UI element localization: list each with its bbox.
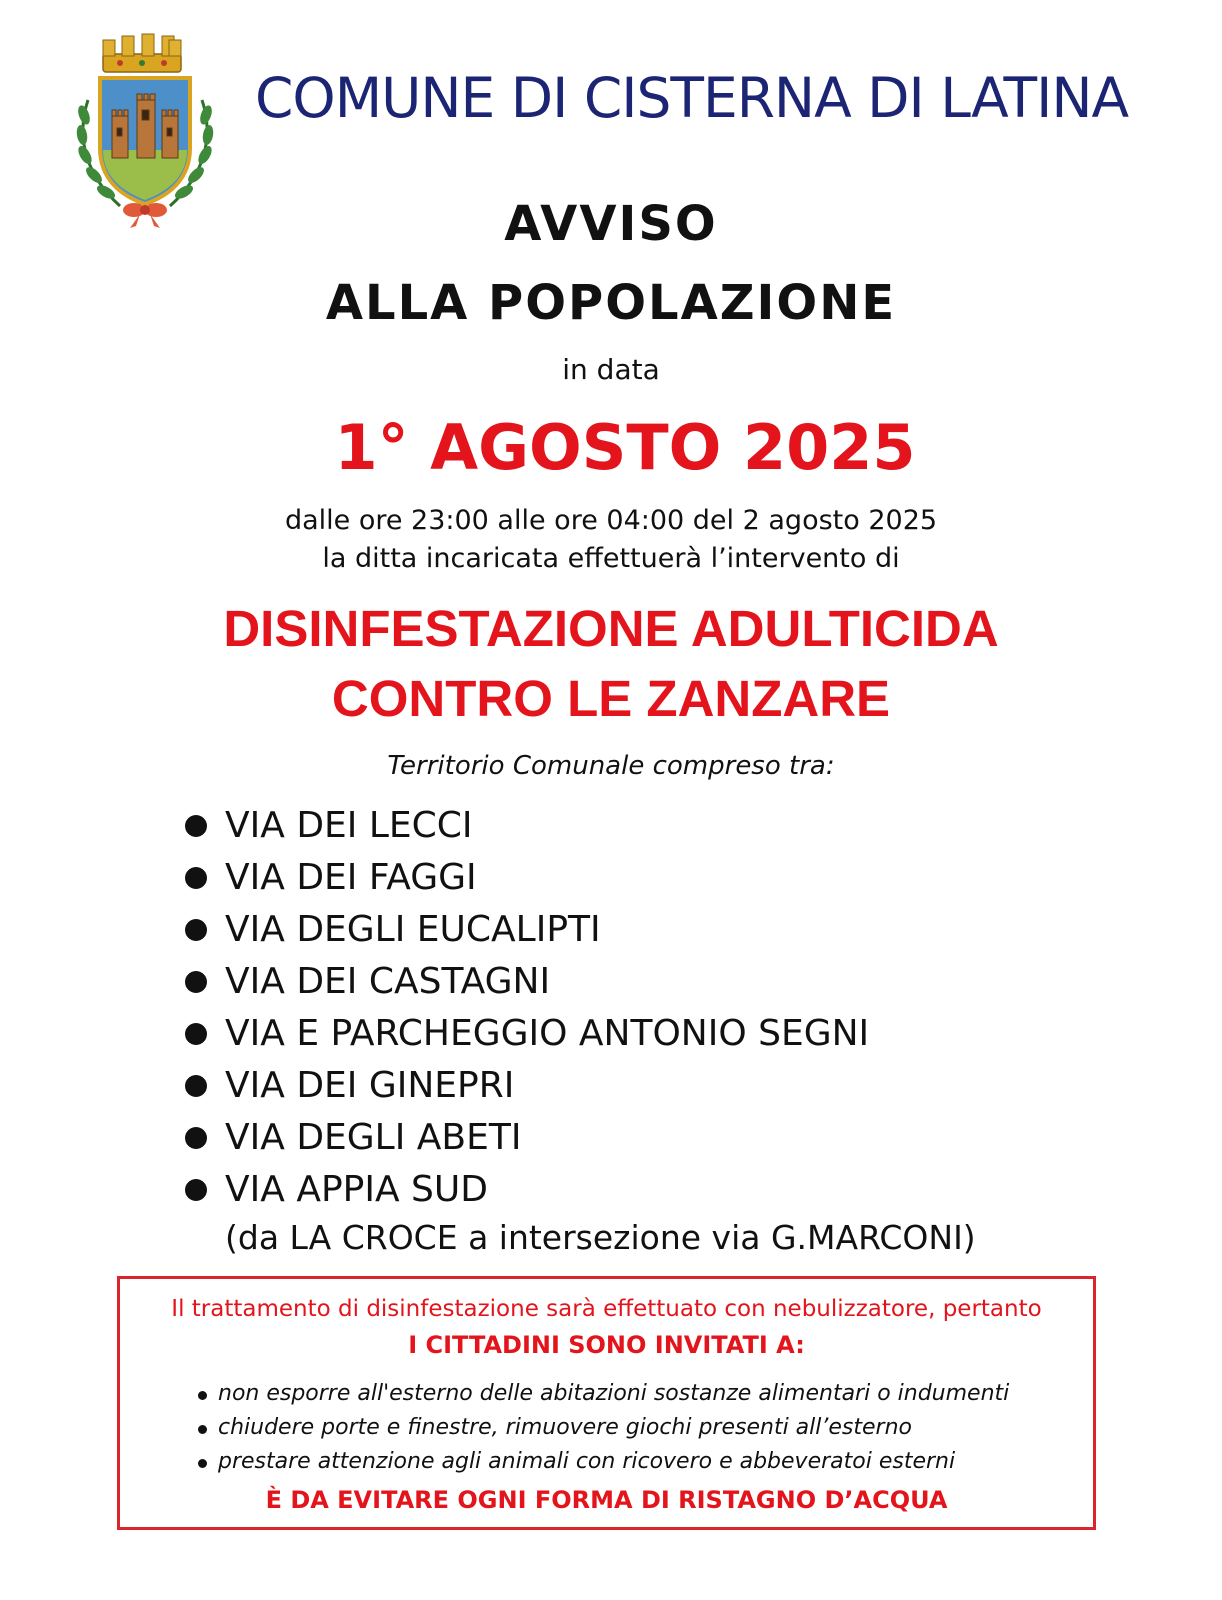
list-item [198,1377,1009,1411]
street-name: VIA DEI LECCI [225,805,473,846]
instructions-list [198,1377,1009,1479]
list-item [185,1164,869,1216]
bullet-icon [185,1023,207,1045]
time-range: dalle ore 23:00 alle ore 04:00 del 2 agosto 2025 [284,505,938,536]
street-name: VIA E PARCHEGGIO ANTONIO SEGNI [225,1013,870,1054]
street-name: VIA DEGLI ABETI [225,1117,522,1158]
date-intro: in data [562,353,660,386]
notice-date: 1° AGOSTO 2025 [334,411,916,484]
instruction-text: chiudere porte e finestre, rimuovere giochi presenti all’esterno [218,1415,912,1440]
list-item [185,800,869,852]
list-item [185,904,869,956]
treatment-note: Il trattamento di disinfestazione sarà effettuato con nebulizzatore, pertanto [171,1296,1042,1322]
company-line: la ditta incaricata effettuerà l’intervento di [322,543,900,574]
list-item [185,956,869,1008]
bullet-icon [185,919,207,941]
bullet-icon [198,1391,207,1400]
list-item [185,852,869,904]
standing-water-warning: È DA EVITARE OGNI FORMA DI RISTAGNO D’ACQUA [265,1486,948,1514]
intervention-title-line1: DISINFESTAZIONE ADULTICIDA [223,600,999,657]
municipality-title: COMUNE DI CISTERNA DI LATINA [255,66,1129,130]
street-note: (da LA CROCE a intersezione via G.MARCONI) [225,1218,976,1257]
instructions-box [117,1276,1096,1530]
list-item [185,1112,869,1164]
area-intro: Territorio Comunale compreso tra: [387,751,835,781]
bullet-icon [185,971,207,993]
bullet-icon [185,1075,207,1097]
instruction-text: prestare attenzione agli animali con ricovero e abbeveratoi esterni [218,1449,956,1474]
list-item [185,1060,869,1112]
instruction-text: non esporre all'esterno delle abitazioni sostanze alimentari o indumenti [218,1381,1010,1406]
list-item [198,1411,1009,1445]
street-name: VIA APPIA SUD [225,1169,488,1210]
citizens-invited-heading: I CITTADINI SONO INVITATI A: [408,1331,805,1359]
notice-heading: AVVISO [504,196,718,252]
street-name: VIA DEI GINEPRI [225,1065,515,1106]
list-item [198,1445,1009,1479]
bullet-icon [185,815,207,837]
intervention-title-line2: CONTRO LE ZANZARE [331,670,891,727]
street-name: VIA DEGLI EUCALIPTI [225,909,601,950]
bullet-icon [185,1179,207,1201]
bullet-icon [198,1425,207,1434]
crown-icon [103,34,181,72]
bullet-icon [185,867,207,889]
list-item [185,1008,869,1060]
bullet-icon [198,1459,207,1468]
street-name: VIA DEI FAGGI [225,857,477,898]
bullet-icon [185,1127,207,1149]
street-list [185,800,869,1216]
street-name: VIA DEI CASTAGNI [225,961,551,1002]
notice-subheading: ALLA POPOLAZIONE [325,275,897,331]
